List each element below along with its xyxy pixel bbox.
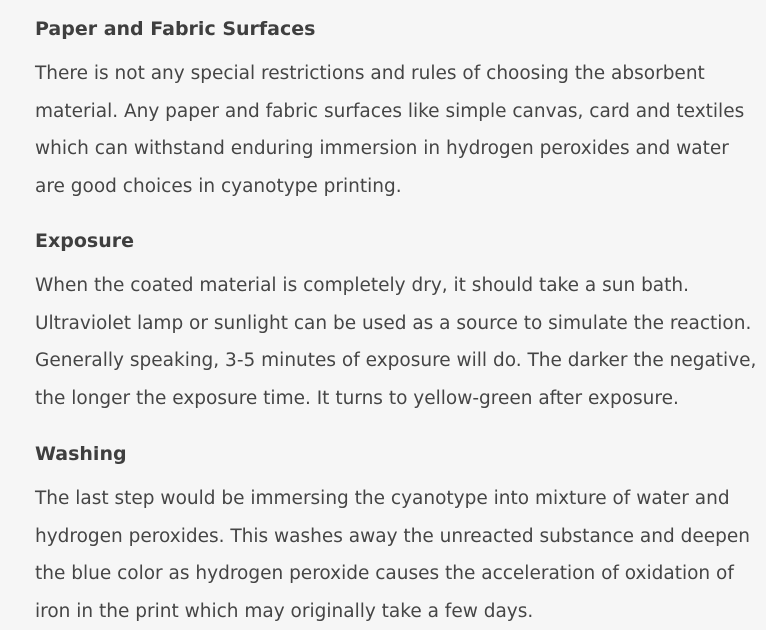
paragraph-line: which can withstand enduring immersion in hydrogen peroxides and water [35, 130, 744, 168]
paragraph-line: Ultraviolet lamp or sunlight can be used as a source to simulate the reaction. [35, 305, 756, 343]
section-paragraph [35, 480, 750, 630]
section-exposure [35, 229, 756, 417]
paragraph-line: iron in the print which may originally take a few days. [35, 593, 750, 630]
paragraph-line: There is not any special restrictions and rules of choosing the absorbent [35, 55, 744, 93]
paragraph-line: the longer the exposure time. It turns to yellow-green after exposure. [35, 380, 756, 418]
section-washing [35, 442, 750, 630]
paragraph-line: are good choices in cyanotype printing. [35, 168, 744, 206]
paragraph-line: material. Any paper and fabric surfaces like simple canvas, card and textiles [35, 93, 744, 131]
section-paragraph [35, 267, 756, 417]
paragraph-line: the blue color as hydrogen peroxide causes the acceleration of oxidation of [35, 555, 750, 593]
paragraph-line: Generally speaking, 3-5 minutes of exposure will do. The darker the negative, [35, 342, 756, 380]
paragraph-line: When the coated material is completely dry, it should take a sun bath. [35, 267, 756, 305]
section-paper-fabric-surfaces [35, 17, 744, 205]
section-paragraph [35, 55, 744, 205]
paragraph-line: The last step would be immersing the cyanotype into mixture of water and [35, 480, 750, 518]
section-heading: Paper and Fabric Surfaces [35, 17, 744, 41]
section-heading: Exposure [35, 229, 756, 253]
paragraph-line: hydrogen peroxides. This washes away the unreacted substance and deepen [35, 518, 750, 556]
section-heading: Washing [35, 442, 750, 466]
